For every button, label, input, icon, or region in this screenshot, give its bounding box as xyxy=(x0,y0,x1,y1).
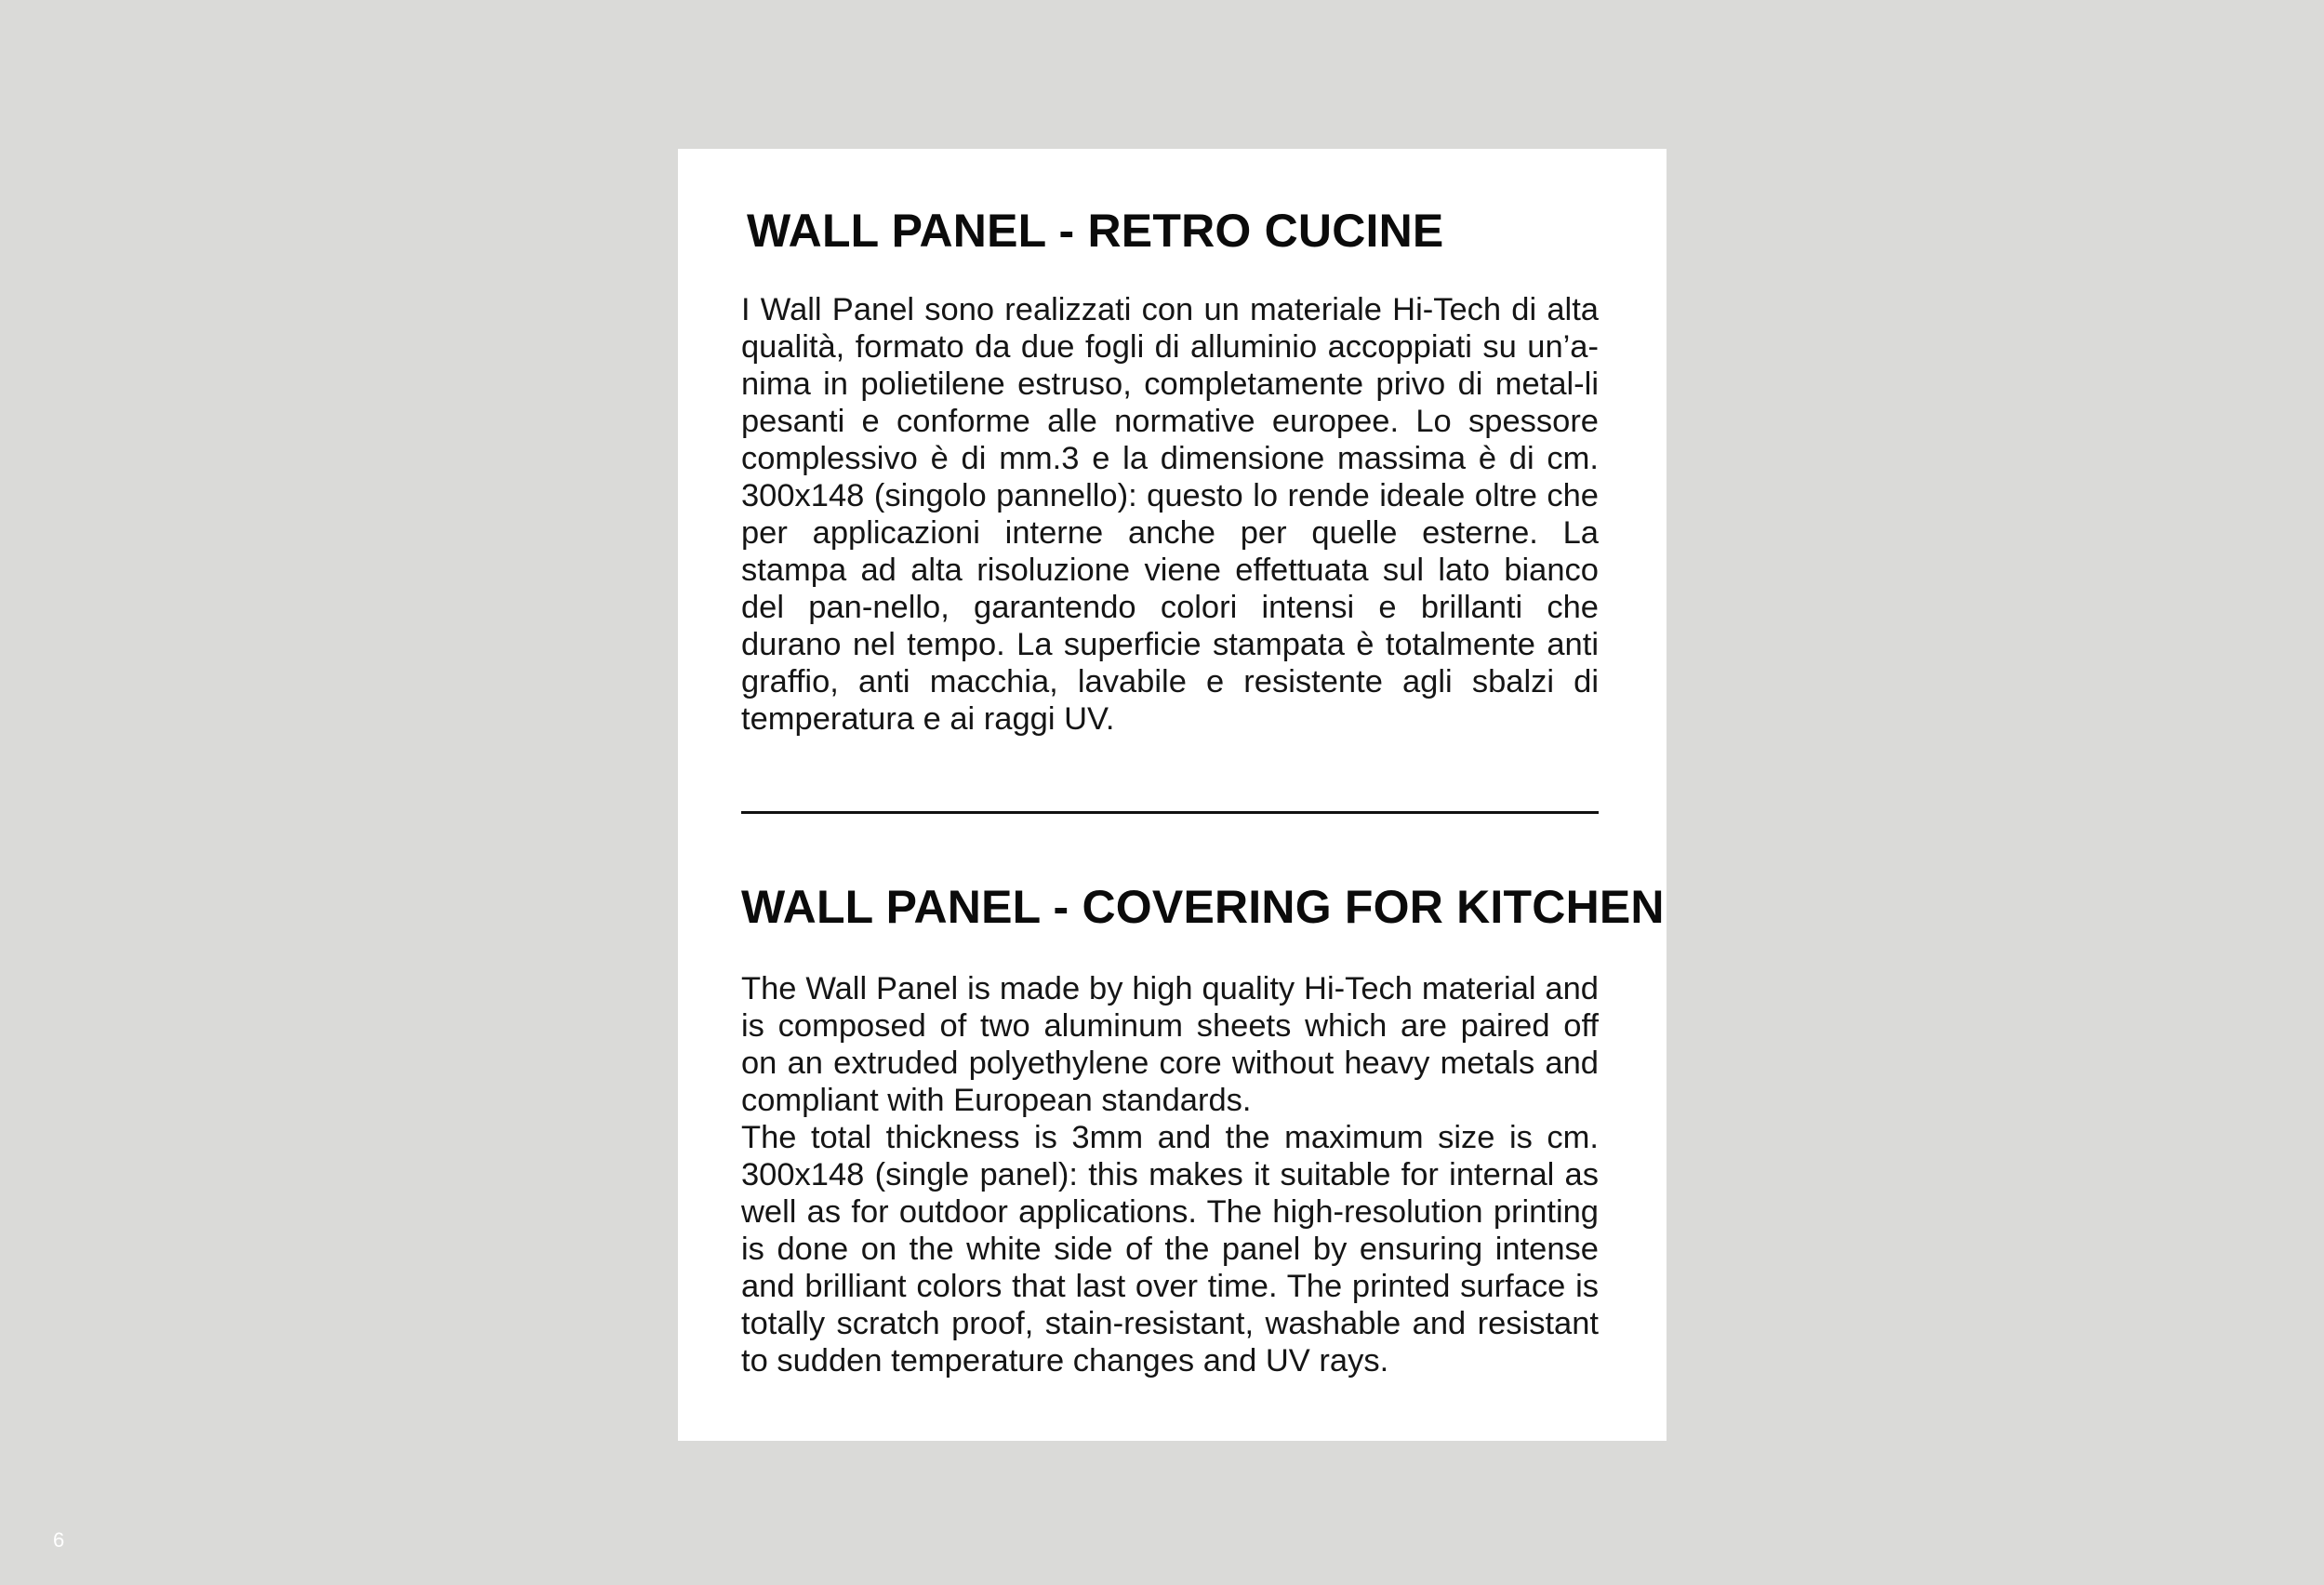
content-card xyxy=(678,149,1667,1441)
english-description-paragraph-2: The total thickness is 3mm and the maximum size is cm. 300x148 (single panel): this makes it suitable for internal as well as for outdoor applications. The high-resolution printing is done on the white side of the panel by ensuring intense and brilliant colors that last over time. The printed surface is totally scratch proof, stain-resistant, washable and resistant to sudden temperature changes and UV rays. xyxy=(741,1120,1599,1379)
italian-title: WALL PANEL - RETRO CUCINE xyxy=(747,205,1444,257)
section-divider xyxy=(741,811,1599,814)
page-number: 6 xyxy=(53,1528,65,1552)
english-description xyxy=(741,970,1599,1379)
english-title: WALL PANEL - COVERING FOR KITCHEN xyxy=(741,881,1665,933)
english-description-paragraph-1: The Wall Panel is made by high quality Hi-Tech material and is composed of two aluminum sheets which are paired off on an extruded polyethylene core without heavy metals and compliant with European standards. xyxy=(741,971,1599,1118)
italian-description: I Wall Panel sono realizzati con un materiale Hi-Tech di alta qualità, formato da due fogli di alluminio accoppiati su un’a-nima in polietilene estruso, completamente privo di metal-li pesanti e conforme alle normative europee. Lo spessore complessivo è di mm.3 e la dimensione massima è di cm. 300x148 (singolo pannello): questo lo rende ideale oltre che per applicazioni interne anche per quelle esterne. La stampa ad alta risoluzione viene effettuata sul lato bianco del pan-nello, garantendo colori intensi e brillanti che durano nel tempo. La superficie stampata è totalmente anti graffio, anti macchia, lavabile e resistente agli sbalzi di temperatura e ai raggi UV. xyxy=(741,292,1599,737)
